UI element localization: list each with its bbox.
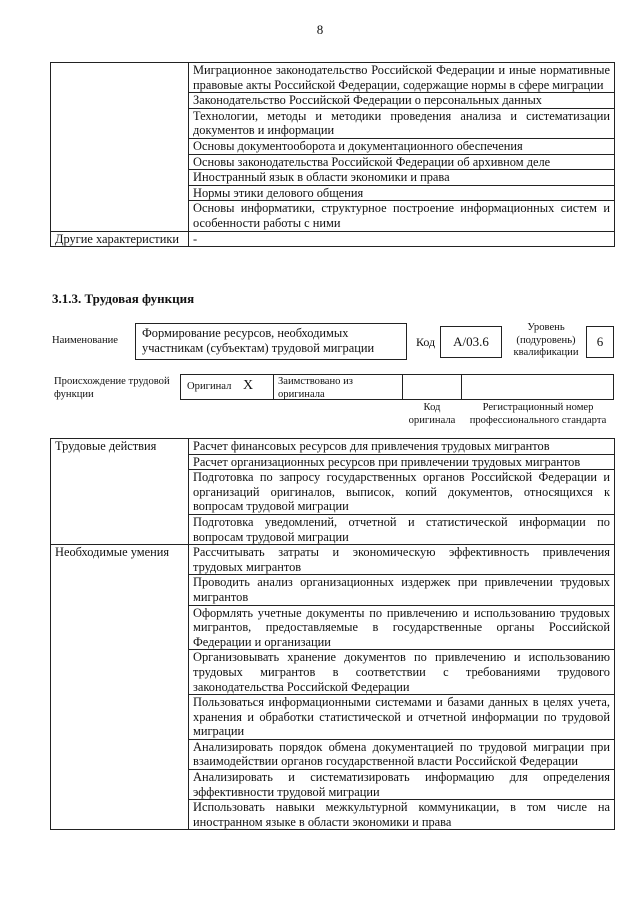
borrowed-label: Заимствовано из оригинала — [278, 376, 353, 400]
table-row — [51, 231, 615, 247]
borrowed-cell — [273, 374, 403, 400]
table-row — [51, 63, 615, 93]
table-row — [51, 439, 615, 455]
original-label: Оригинал — [187, 381, 232, 392]
skill-item: Оформлять учетные документы по привлечению и использованию трудовых мигрантов, предоставляемые в государственные органы Российской Федерации и организации — [189, 605, 615, 650]
labor-action-item: Расчет организационных ресурсов при привлечении трудовых мигрантов — [189, 454, 615, 470]
other-characteristics-label: Другие характеристики — [51, 231, 189, 247]
level-value: 6 — [586, 326, 614, 358]
skill-item: Пользоваться информационными системами и базами данных в целях учета, хранения и обработки статистической и отчетной информации по трудовой миграции — [189, 695, 615, 740]
origin-label: Происхождение трудовой функции — [54, 376, 170, 400]
knowledge-table — [50, 62, 615, 247]
section-title: 3.1.3. Трудовая функция — [52, 291, 195, 306]
labor-action-item: Подготовка уведомлений, отчетной и статистической информации по вопросам трудовой миграции — [189, 514, 615, 544]
skill-item: Проводить анализ организационных издержек при привлечении трудовых мигрантов — [189, 575, 615, 605]
page-number: 8 — [316, 22, 324, 37]
knowledge-item: Основы законодательства Российской Федерации об архивном деле — [189, 154, 615, 170]
code-original-cell — [402, 374, 462, 400]
knowledge-item: Основы документооборота и документационного обеспечения — [189, 138, 615, 154]
function-name-value: Формирование ресурсов, необходимых участникам (субъектам) трудовой миграции — [135, 323, 407, 360]
skill-item: Рассчитывать затраты и экономическую эффективность привлечения трудовых мигрантов — [189, 545, 615, 575]
origin-row — [180, 374, 614, 400]
skill-item: Анализировать и систематизировать информацию для определения эффективности трудовой миграции — [189, 770, 615, 800]
knowledge-item: Иностранный язык в области экономики и права — [189, 170, 615, 186]
original-cell — [180, 374, 274, 400]
function-code-value: А/03.6 — [440, 326, 502, 358]
knowledge-item: Законодательство Российской Федерации о персональных данных — [189, 93, 615, 109]
knowledge-item: Нормы этики делового общения — [189, 185, 615, 201]
code-label: Код — [416, 335, 436, 349]
table-row — [51, 545, 615, 575]
knowledge-item: Основы информатики, структурное построение информационных систем и особенности работы с ними — [189, 201, 615, 231]
skill-item: Анализировать порядок обмена документацией по трудовой миграции при взаимодействии органов государственной власти Российской Федерации — [189, 739, 615, 769]
labor-action-item: Расчет финансовых ресурсов для привлечения трудовых мигрантов — [189, 439, 615, 455]
skill-item: Использовать навыки межкультурной коммуникации, в том числе на иностранном языке в области экономики и права — [189, 800, 615, 830]
name-label: Наименование — [52, 335, 118, 346]
skills-label: Необходимые умения — [51, 545, 189, 830]
code-original-label: Код оригинала — [408, 402, 456, 426]
empty-label-cell — [51, 63, 189, 232]
original-mark: X — [243, 378, 254, 393]
labor-action-item: Подготовка по запросу государственных органов Российской Федерации и организаций оригиналов, выписок, копий документов, относящихся к вопросам трудовой миграции — [189, 470, 615, 515]
reg-number-cell — [461, 374, 614, 400]
knowledge-item: Миграционное законодательство Российской Федерации и иные нормативные правовые акты Российской Федерации, содержащие нормы в сфере миграции — [189, 63, 615, 93]
reg-number-label: Регистрационный номер профессионального стандарта — [469, 402, 607, 426]
level-label: Уровень (подуровень) квалификации — [513, 322, 579, 358]
labor-actions-label: Трудовые действия — [51, 439, 189, 545]
knowledge-item: Технологии, методы и методики проведения анализа и систематизации документов и информации — [189, 108, 615, 138]
skill-item: Организовывать хранение документов по привлечению и использованию трудовых мигрантов в соответствии с требованиями трудового законодательства Российской Федерации — [189, 650, 615, 695]
function-table — [50, 438, 615, 830]
other-characteristics-value: - — [189, 231, 615, 247]
